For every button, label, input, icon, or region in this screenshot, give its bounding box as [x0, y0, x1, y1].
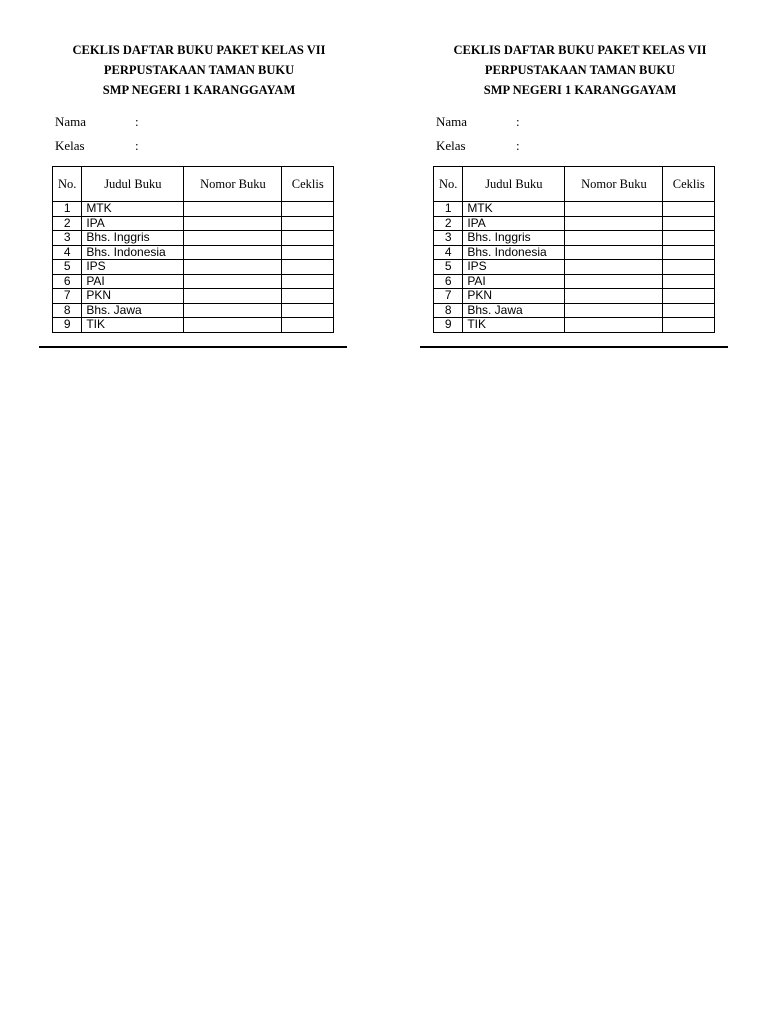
row-nomor-cell[interactable]: [184, 202, 282, 217]
nama-colon: :: [135, 114, 139, 129]
row-nomor-cell[interactable]: [184, 303, 282, 318]
nama-colon: :: [516, 114, 520, 129]
form-fields: [55, 110, 359, 158]
bottom-divider: [39, 346, 347, 348]
row-ceklis-cell[interactable]: [663, 202, 715, 217]
row-ceklis-cell[interactable]: [282, 274, 334, 289]
table-row: [53, 202, 334, 217]
form-title: [420, 40, 740, 100]
table-row: [53, 289, 334, 304]
row-ceklis-cell[interactable]: [282, 318, 334, 333]
row-nomor-cell[interactable]: [565, 303, 663, 318]
form-fields: [436, 110, 740, 158]
row-nomor-cell[interactable]: [565, 289, 663, 304]
row-no: 2: [434, 216, 463, 231]
row-no: 9: [53, 318, 82, 333]
row-judul: IPA: [82, 216, 184, 231]
row-no: 7: [53, 289, 82, 304]
header-nomor-buku: Nomor Buku: [184, 167, 282, 202]
row-judul: Bhs. Indonesia: [463, 245, 565, 260]
row-judul: MTK: [463, 202, 565, 217]
row-judul: PAI: [463, 274, 565, 289]
table-row: [434, 318, 715, 333]
row-no: 5: [53, 260, 82, 275]
row-judul: TIK: [463, 318, 565, 333]
row-judul: PKN: [463, 289, 565, 304]
title-line-2: PERPUSTAKAAN TAMAN BUKU: [484, 63, 676, 77]
table-row: [434, 289, 715, 304]
row-nomor-cell[interactable]: [565, 245, 663, 260]
row-no: 4: [53, 245, 82, 260]
row-nomor-cell[interactable]: [565, 231, 663, 246]
row-judul: IPS: [463, 260, 565, 275]
row-nomor-cell[interactable]: [184, 318, 282, 333]
book-checklist-table: [52, 166, 334, 333]
row-judul: IPS: [82, 260, 184, 275]
table-row: [53, 216, 334, 231]
checklist-form-left: [39, 40, 359, 333]
row-judul: PKN: [82, 289, 184, 304]
nama-label: Nama: [55, 114, 87, 129]
row-ceklis-cell[interactable]: [663, 231, 715, 246]
row-judul: Bhs. Inggris: [82, 231, 184, 246]
row-judul: Bhs. Jawa: [82, 303, 184, 318]
row-no: 6: [53, 274, 82, 289]
row-no: 4: [434, 245, 463, 260]
row-no: 2: [53, 216, 82, 231]
row-nomor-cell[interactable]: [184, 289, 282, 304]
row-no: 3: [434, 231, 463, 246]
row-judul: Bhs. Indonesia: [82, 245, 184, 260]
header-judul-buku: Judul Buku: [82, 167, 184, 202]
table-row: [53, 231, 334, 246]
kelas-colon: :: [516, 138, 520, 153]
title-line-3: SMP NEGERI 1 KARANGGAYAM: [102, 83, 296, 97]
row-nomor-cell[interactable]: [565, 260, 663, 275]
table-row: [53, 318, 334, 333]
row-ceklis-cell[interactable]: [663, 245, 715, 260]
form-title: [39, 40, 359, 100]
row-judul: PAI: [82, 274, 184, 289]
row-no: 1: [53, 202, 82, 217]
table-row: [53, 245, 334, 260]
row-ceklis-cell[interactable]: [282, 202, 334, 217]
title-line-1: CEKLIS DAFTAR BUKU PAKET KELAS VII: [453, 43, 707, 57]
table-row: [434, 216, 715, 231]
row-no: 9: [434, 318, 463, 333]
row-no: 5: [434, 260, 463, 275]
row-ceklis-cell[interactable]: [663, 289, 715, 304]
header-ceklis: Ceklis: [282, 167, 334, 202]
row-ceklis-cell[interactable]: [663, 303, 715, 318]
row-nomor-cell[interactable]: [184, 216, 282, 231]
row-nomor-cell[interactable]: [184, 231, 282, 246]
row-nomor-cell[interactable]: [565, 274, 663, 289]
row-judul: TIK: [82, 318, 184, 333]
row-ceklis-cell[interactable]: [282, 260, 334, 275]
checklist-form-right: [420, 40, 740, 333]
table-row: [434, 202, 715, 217]
row-ceklis-cell[interactable]: [282, 231, 334, 246]
table-row: [53, 274, 334, 289]
book-checklist-table: [433, 166, 715, 333]
kelas-label: Kelas: [55, 138, 85, 153]
row-judul: IPA: [463, 216, 565, 231]
kelas-colon: :: [135, 138, 139, 153]
row-nomor-cell[interactable]: [184, 245, 282, 260]
row-no: 7: [434, 289, 463, 304]
row-no: 6: [434, 274, 463, 289]
row-ceklis-cell[interactable]: [663, 260, 715, 275]
row-nomor-cell[interactable]: [565, 216, 663, 231]
table-row: [434, 303, 715, 318]
table-row: [434, 274, 715, 289]
row-ceklis-cell[interactable]: [663, 318, 715, 333]
table-row: [53, 260, 334, 275]
row-nomor-cell[interactable]: [184, 260, 282, 275]
table-row: [53, 303, 334, 318]
row-ceklis-cell[interactable]: [663, 216, 715, 231]
header-no: No.: [53, 167, 82, 202]
nama-field[interactable]: [436, 110, 740, 134]
title-line-1: CEKLIS DAFTAR BUKU PAKET KELAS VII: [72, 43, 326, 57]
kelas-field[interactable]: [55, 134, 359, 158]
row-judul: MTK: [82, 202, 184, 217]
title-line-3: SMP NEGERI 1 KARANGGAYAM: [483, 83, 677, 97]
row-no: 8: [53, 303, 82, 318]
table-header-row: [434, 167, 715, 202]
title-line-2: PERPUSTAKAAN TAMAN BUKU: [103, 63, 295, 77]
row-nomor-cell[interactable]: [565, 202, 663, 217]
table-row: [434, 260, 715, 275]
row-no: 1: [434, 202, 463, 217]
header-no: No.: [434, 167, 463, 202]
row-ceklis-cell[interactable]: [282, 216, 334, 231]
row-ceklis-cell[interactable]: [282, 303, 334, 318]
table-row: [434, 231, 715, 246]
header-judul-buku: Judul Buku: [463, 167, 565, 202]
row-nomor-cell[interactable]: [565, 318, 663, 333]
kelas-field[interactable]: [436, 134, 740, 158]
kelas-label: Kelas: [436, 138, 466, 153]
header-ceklis: Ceklis: [663, 167, 715, 202]
bottom-divider: [420, 346, 728, 348]
row-no: 3: [53, 231, 82, 246]
row-no: 8: [434, 303, 463, 318]
row-nomor-cell[interactable]: [184, 274, 282, 289]
row-judul: Bhs. Inggris: [463, 231, 565, 246]
row-ceklis-cell[interactable]: [663, 274, 715, 289]
table-row: [434, 245, 715, 260]
row-judul: Bhs. Jawa: [463, 303, 565, 318]
nama-label: Nama: [436, 114, 468, 129]
row-ceklis-cell[interactable]: [282, 289, 334, 304]
nama-field[interactable]: [55, 110, 359, 134]
table-header-row: [53, 167, 334, 202]
row-ceklis-cell[interactable]: [282, 245, 334, 260]
header-nomor-buku: Nomor Buku: [565, 167, 663, 202]
